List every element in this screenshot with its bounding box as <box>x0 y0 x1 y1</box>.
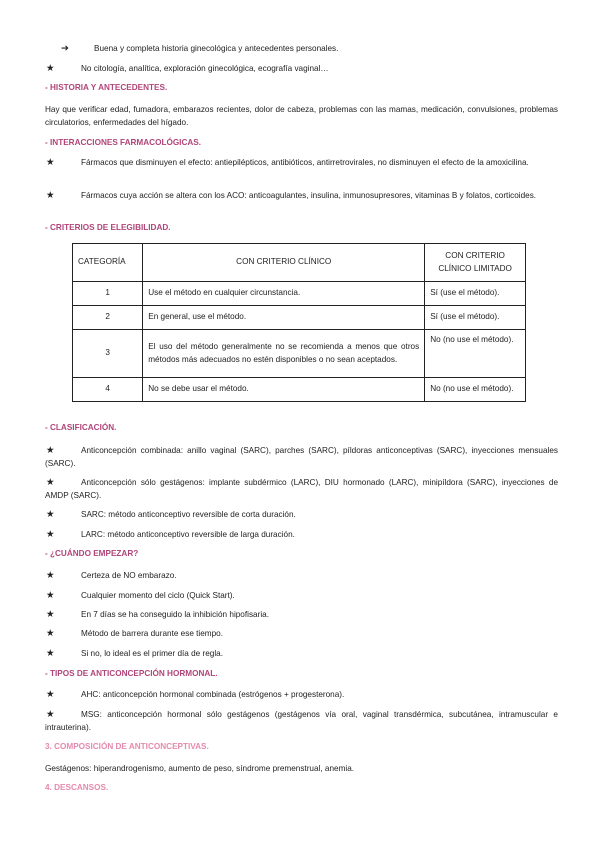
star-icon: ★ <box>46 628 55 639</box>
list-item: No citología, analítica, exploración ginecológica, ecografía vaginal… <box>81 64 329 73</box>
star-icon: ★ <box>46 509 55 520</box>
star-icon: ★ <box>46 609 55 620</box>
list-item: Certeza de NO embarazo. <box>81 571 177 580</box>
table-cell: 4 <box>73 378 143 402</box>
table-cell: El uso del método generalmente no se recomienda a menos que otros métodos más adecuados no estén disponibles o no sean aceptados. <box>143 330 425 378</box>
list-item: En 7 días se ha conseguido la inhibición hipofisaria. <box>81 610 269 619</box>
table-cell: No (no use el método). <box>425 330 526 378</box>
star-icon: ★ <box>46 63 55 74</box>
column-header: CON CRITERIO CLÍNICO <box>143 244 425 282</box>
table-cell: En general, use el método. <box>143 306 425 330</box>
list-item: Fármacos cuya acción se altera con los ACO: anticoagulantes, insulina, inmunosupresores, vitaminas B y folatos, corticoides. <box>81 191 537 200</box>
table-header-row <box>73 244 526 282</box>
section-heading-composicion: 3. COMPOSICIÓN DE ANTICONCEPTIVAS. <box>45 742 209 751</box>
section-heading-descansos: 4. DESCANSOS. <box>45 783 109 792</box>
section-heading-historia: - HISTORIA Y ANTECEDENTES. <box>45 83 168 92</box>
arrow-icon: ➔ <box>61 43 69 54</box>
list-item: Si no, lo ideal es el primer día de regla. <box>81 649 223 658</box>
table-row <box>73 330 526 378</box>
table-cell: Sí (use el método). <box>425 306 526 330</box>
list-item: AHC: anticoncepción hormonal combinada (estrógenos + progesterona). <box>81 690 345 699</box>
table-cell: 2 <box>73 306 143 330</box>
list-item: Cualquier momento del ciclo (Quick Start). <box>81 591 235 600</box>
section-heading-tipos: - TIPOS DE ANTICONCEPCIÓN HORMONAL. <box>45 669 218 678</box>
paragraph-historia: Hay que verificar edad, fumadora, embarazos recientes, dolor de cabeza, problemas con las mamas, medicación, convulsiones, problemas circulatorios, enfermedades del hígado. <box>45 105 558 127</box>
star-icon: ★ <box>46 590 55 601</box>
list-item: SARC: método anticonceptivo reversible de corta duración. <box>81 510 296 519</box>
table-cell: Sí (use el método). <box>425 282 526 306</box>
table-row <box>73 378 526 402</box>
star-icon: ★ <box>46 570 55 581</box>
list-item: MSG: anticoncepción hormonal sólo gestágenos (gestágenos vía oral, vaginal transdérmica, subcutánea, intramuscular e intrauterina). <box>45 710 558 732</box>
column-header: CON CRITERIO CLÍNICO LIMITADO <box>425 244 526 282</box>
star-icon: ★ <box>46 529 55 540</box>
star-icon: ★ <box>46 709 55 720</box>
table-cell: No se debe usar el método. <box>143 378 425 402</box>
list-item: LARC: método anticonceptivo reversible de larga duración. <box>81 530 295 539</box>
eligibility-table <box>72 243 526 402</box>
table-cell: 1 <box>73 282 143 306</box>
star-icon: ★ <box>46 157 55 168</box>
list-item: Anticoncepción sólo gestágenos: implante subdérmico (LARC), DIU hormonado (LARC), minipíldora (SARC), inyecciones de AMDP (SARC). <box>45 478 558 500</box>
table-row <box>73 306 526 330</box>
list-item: Buena y completa historia ginecológica y antecedentes personales. <box>94 44 339 53</box>
table-cell: Use el método en cualquier circunstancia. <box>143 282 425 306</box>
column-header: CATEGORÍA <box>73 244 143 282</box>
table-cell: 3 <box>73 330 143 378</box>
star-icon: ★ <box>46 648 55 659</box>
section-heading-cuando: - ¿CUÁNDO EMPEZAR? <box>45 549 139 558</box>
section-heading-clasificacion: - CLASIFICACIÓN. <box>45 423 117 432</box>
paragraph-composicion: Gestágenos: hiperandrogenismo, aumento de peso, síndrome premenstrual, anemia. <box>45 764 355 773</box>
table-cell: No (no use el método). <box>425 378 526 402</box>
list-item: Método de barrera durante ese tiempo. <box>81 629 224 638</box>
star-icon: ★ <box>46 445 55 456</box>
star-icon: ★ <box>46 477 55 488</box>
list-item: Fármacos que disminuyen el efecto: antiepilépticos, antibióticos, antirretrovirales, no disminuyen el efecto de la amoxicilina. <box>81 158 529 167</box>
section-heading-criterios: - CRITERIOS DE ELEGIBILIDAD. <box>45 223 171 232</box>
star-icon: ★ <box>46 689 55 700</box>
section-heading-interacciones: - INTERACCIONES FARMACOLÓGICAS. <box>45 138 202 147</box>
table-row <box>73 282 526 306</box>
list-item: Anticoncepción combinada: anillo vaginal (SARC), parches (SARC), píldoras anticonceptivas (SARC), inyecciones mensuales (SARC). <box>45 446 558 468</box>
star-icon: ★ <box>46 190 55 201</box>
